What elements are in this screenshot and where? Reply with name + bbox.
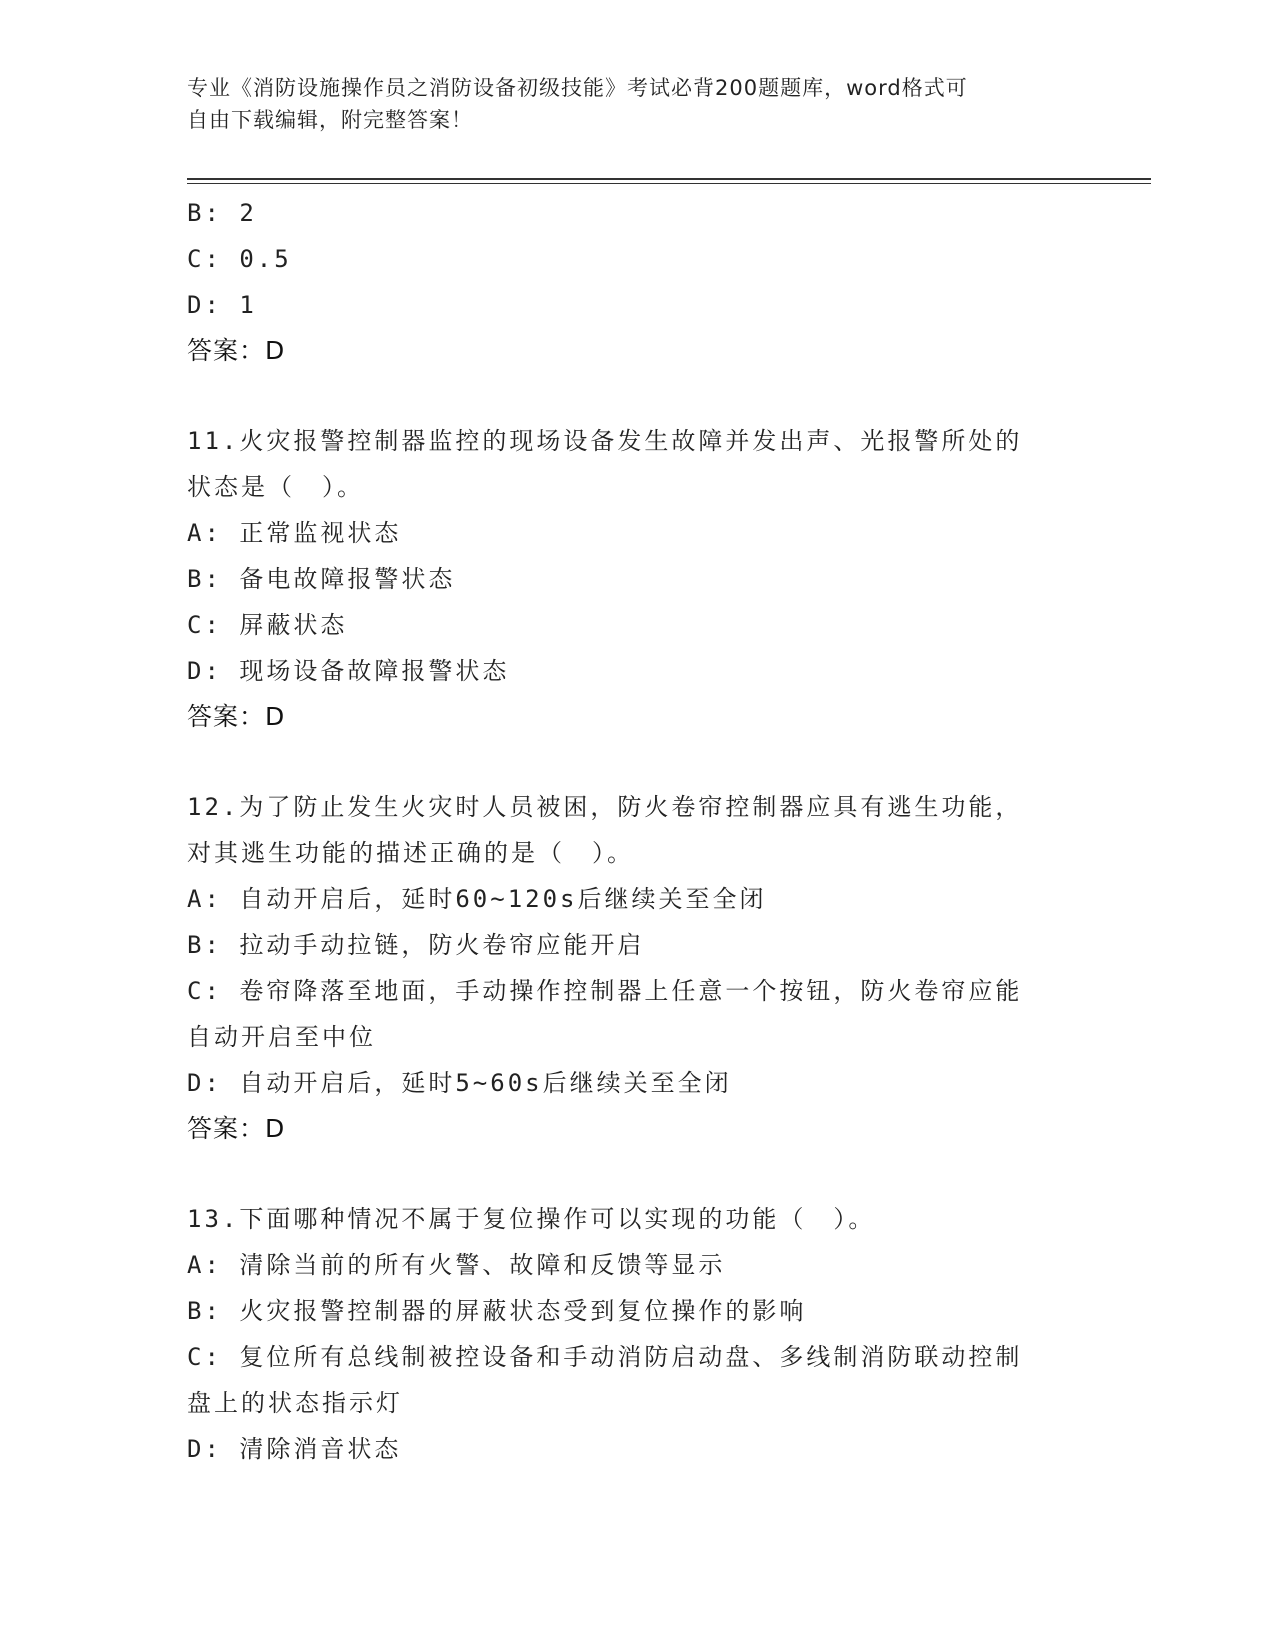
option-c-cont: 盘上的状态指示灯 xyxy=(187,1389,403,1417)
option-a: A: 自动开启后，延时60~120s后继续关至全闭 xyxy=(187,885,767,913)
option-d: D: 1 xyxy=(187,291,257,319)
question-stem-cont: 对其逃生功能的描述正确的是（ ）。 xyxy=(187,839,634,867)
option-b: B: 2 xyxy=(187,199,257,227)
header-line-2: 自由下载编辑，附完整答案！ xyxy=(187,108,473,132)
option-c-cont: 自动开启至中位 xyxy=(187,1023,376,1051)
spacer xyxy=(187,374,1087,418)
question-13 xyxy=(187,1196,1087,1472)
question-stem: 11.火灾报警控制器监控的现场设备发生故障并发出声、光报警所处的 xyxy=(187,427,1023,455)
question-10-tail xyxy=(187,190,1087,374)
answer-line: 答案：D xyxy=(187,702,286,731)
option-a: A: 正常监视状态 xyxy=(187,519,402,547)
answer-line: 答案：D xyxy=(187,1114,286,1143)
answer-line: 答案：D xyxy=(187,336,286,365)
header-divider-thick xyxy=(187,178,1151,180)
option-d: D: 清除消音状态 xyxy=(187,1435,402,1463)
question-stem-cont: 状态是（ ）。 xyxy=(187,473,364,501)
question-stem: 12.为了防止发生火灾时人员被困，防火卷帘控制器应具有逃生功能， xyxy=(187,793,1023,821)
option-b: B: 火灾报警控制器的屏蔽状态受到复位操作的影响 xyxy=(187,1297,807,1325)
option-c: C: 复位所有总线制被控设备和手动消防启动盘、多线制消防联动控制 xyxy=(187,1343,1023,1371)
header-divider-thin xyxy=(187,183,1151,184)
option-b: B: 拉动手动拉链，防火卷帘应能开启 xyxy=(187,931,645,959)
option-a: A: 清除当前的所有火警、故障和反馈等显示 xyxy=(187,1251,726,1279)
question-stem: 13.下面哪种情况不属于复位操作可以实现的功能（ ）。 xyxy=(187,1205,876,1233)
option-d: D: 现场设备故障报警状态 xyxy=(187,657,510,685)
option-c: C: 卷帘降落至地面，手动操作控制器上任意一个按钮，防火卷帘应能 xyxy=(187,977,1023,1005)
question-11 xyxy=(187,418,1087,740)
option-b: B: 备电故障报警状态 xyxy=(187,565,456,593)
option-c: C: 屏蔽状态 xyxy=(187,611,348,639)
option-c: C: 0.5 xyxy=(187,245,292,273)
header-line-1: 专业《消防设施操作员之消防设备初级技能》考试必背200题题库，word格式可 xyxy=(187,76,968,100)
spacer xyxy=(187,740,1087,784)
document-body xyxy=(187,190,1087,1472)
spacer xyxy=(187,1152,1087,1196)
question-12 xyxy=(187,784,1087,1152)
document-header xyxy=(187,72,1087,136)
option-d: D: 自动开启后，延时5~60s后继续关至全闭 xyxy=(187,1069,732,1097)
